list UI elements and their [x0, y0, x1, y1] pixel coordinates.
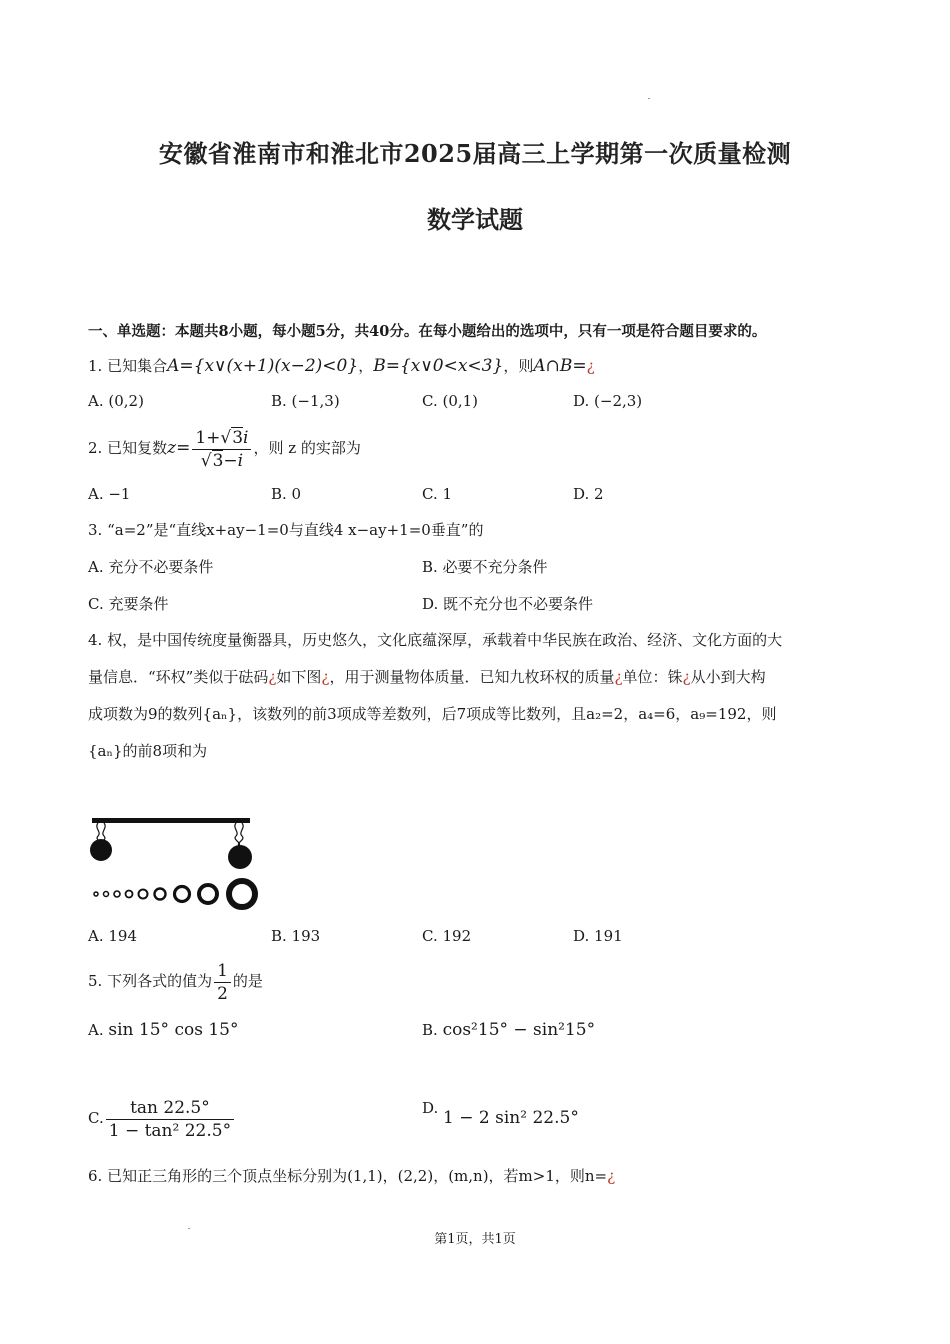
q1-option-a[interactable]: A. (0,2) — [88, 392, 144, 410]
one-half-fraction: $\frac{1}{2}$ — [214, 960, 231, 1005]
q1-option-c[interactable]: C. (0,1) — [422, 392, 479, 410]
q4-option-c[interactable]: C. 192 — [422, 927, 472, 945]
question-4-line-3: 成项数为9的数列{aₙ}，该数列的前3项成等差数列，后7项成等比数列，且a₂=2，a₄=6，a₉=192，则 — [88, 705, 777, 723]
scan-dot — [648, 98, 650, 99]
q5-option-d[interactable]: D. 1 − 2 sin² 22.5° — [422, 1099, 579, 1128]
question-4-line-2: 量信息．“环权”类似于砝码¿如下图¿，用于测量物体质量．已知九枚环权的质量¿单位：铢¿从小到大构 — [88, 668, 766, 686]
intersection-expr: A∩B= — [533, 356, 587, 376]
q4-option-d[interactable]: D. 191 — [573, 927, 623, 945]
right-weight — [228, 845, 252, 869]
ring-9 — [229, 881, 255, 907]
q3-option-d[interactable]: D. 既不充分也不必要条件 — [422, 595, 594, 613]
set-b: B={x∨0<x<3} — [373, 356, 504, 376]
q4-option-a[interactable]: A. 194 — [88, 927, 137, 945]
page-footer: 第1页，共1页 — [434, 1232, 516, 1247]
qmark: ¿ — [607, 1167, 616, 1185]
set-a: A={x∨(x+1)(x−2)<0} — [167, 356, 359, 376]
ring-2 — [104, 892, 109, 897]
left-weight — [90, 839, 112, 861]
q1-option-b[interactable]: B. (−1,3) — [271, 392, 340, 410]
q2-option-d[interactable]: D. 2 — [573, 485, 604, 503]
ring-6 — [155, 889, 166, 900]
section-header: 一、单选题：本题共8小题，每小题5分，共40分。在每小题给出的选项中，只有一项是符合题目要求的。 — [88, 323, 767, 340]
q5-option-c[interactable]: C. $\frac{\tan 22.5^\circ}{\text{1 − tan² 22.5°}}$ — [88, 1094, 236, 1142]
qmark: ¿ — [586, 357, 595, 375]
q5-option-a[interactable]: A. sin 15° cos 15° — [88, 1020, 239, 1040]
question-5: 5. 下列各式的值为 $\frac{1}{2}$ 的是 — [88, 960, 263, 1004]
question-6: 6. 已知正三角形的三个顶点坐标分别为(1,1)，(2,2)，(m,n)，若m>1，则n=¿ — [88, 1167, 616, 1185]
exam-title: 安徽省淮南市和淮北市2025届高三上学期第一次质量检测 — [158, 139, 792, 168]
ring-3 — [114, 891, 120, 897]
question-4-line-4: {aₙ}的前8项和为 — [88, 742, 208, 760]
ring-7 — [175, 887, 190, 902]
ring-weights-figure — [86, 812, 268, 914]
q2-option-c[interactable]: C. 1 — [422, 485, 453, 503]
complex-fraction: $\frac{1+√3i}{√3-i}$ — [192, 427, 251, 472]
ring-8 — [199, 885, 217, 903]
q2-option-a[interactable]: A. −1 — [88, 485, 131, 503]
q2-option-b[interactable]: B. 0 — [271, 485, 302, 503]
q1-option-d[interactable]: D. (−2,3) — [573, 392, 643, 410]
ring-4 — [126, 891, 133, 898]
ring-1 — [94, 892, 98, 896]
ring-5 — [139, 890, 148, 899]
question-2: 2. 已知复数z= $\frac{1+√3i}{√3-i}$ ，则 z 的实部为 — [88, 427, 361, 471]
question-4-line-1: 4. 权，是中国传统度量衡器具，历史悠久，文化底蕴深厚，承载着中华民族在政治、经济、文化方面的大 — [88, 631, 783, 649]
question-3: 3. “a=2”是“直线x+ay−1=0与直线4 x−ay+1=0垂直”的 — [88, 521, 484, 539]
q3-option-b[interactable]: B. 必要不充分条件 — [422, 558, 548, 576]
q3-option-c[interactable]: C. 充要条件 — [88, 595, 169, 613]
balance-beam — [92, 818, 250, 823]
question-1: 1. 已知集合A={x∨(x+1)(x−2)<0}，B={x∨0<x<3}，则A∩B=¿ — [88, 356, 595, 376]
q4-option-b[interactable]: B. 193 — [271, 927, 321, 945]
q5-option-b[interactable]: B. cos²15° − sin²15° — [422, 1020, 596, 1040]
exam-subtitle: 数学试题 — [427, 205, 523, 234]
q3-option-a[interactable]: A. 充分不必要条件 — [88, 558, 214, 576]
